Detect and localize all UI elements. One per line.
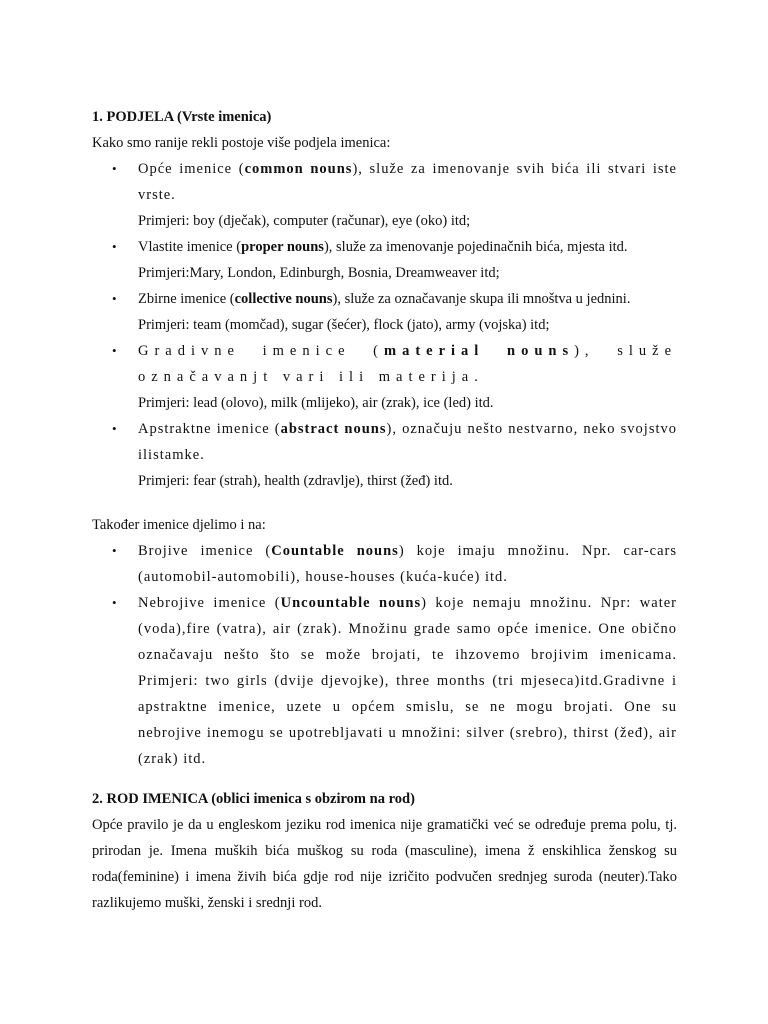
item-post: ) koje nemaju množinu. Npr: water (voda),fire (vatra), air (zrak). Množinu grade samo opće imenice. One obično označavaju nešto što se može brojati, te ihzovemo brojivim imenicama. Primjeri: two girls (dvije djevojke), three months (tri mjeseca)itd.Gradivne i apstraktne imenice, uzete u općem smislu, se ne mogu brojati. One su nebrojive inemogu se upotrebljavati u množini: silver (srebro), thirst (žeđ), air (zrak) itd.	[138, 595, 677, 767]
item-example: Primjeri: lead (olovo), milk (mlijeko), air (zrak), ice (led) itd.	[138, 395, 494, 411]
item-term: common nouns	[244, 161, 353, 177]
section-2-text: Opće pravilo je da u engleskom jeziku rod imenica nije gramatički već se određuje prema polu, tj. prirodan je. Imena muških bića muškog su roda (masculine), imena ž enskihlica ženskog su roda(feminine) i imena živih bića gdje rod nije izričito podvučen srednjeg suroda (neuter).Tako razlikujemo muški, ženski i srednji rod.	[92, 817, 677, 911]
item-pre: Nebrojive imenice (	[138, 595, 281, 611]
list-item	[92, 156, 677, 234]
item-example: Primjeri:Mary, London, Edinburgh, Bosnia, Dreamweaver itd;	[138, 265, 500, 281]
bullet-icon: •	[112, 421, 117, 436]
item-pre: Brojive imenice (	[138, 543, 272, 559]
item-post: ), označuju nešto nestvarno, neko svojstvo ilistamke.	[138, 421, 678, 463]
bullet-icon: •	[112, 543, 117, 558]
bullet-icon: •	[112, 161, 117, 176]
list-item	[92, 286, 677, 338]
item-post: ) koje imaju množinu. Npr. car-cars (automobil-automobili), house-houses (kuća-kuće) itd.	[138, 543, 678, 585]
item-term: Countable nouns	[271, 543, 399, 559]
list-item-text	[138, 286, 677, 312]
item-term: abstract nouns	[280, 421, 387, 437]
item-pre: Vlastite imenice (	[138, 239, 242, 255]
list-item	[92, 416, 677, 494]
item-post: ), služe za imenovanje pojedinačnih bića, mjesta itd.	[323, 239, 628, 255]
item-term: proper nouns	[241, 239, 324, 255]
item-term: Uncountable nouns	[280, 595, 422, 611]
section-2	[92, 790, 677, 916]
list-item	[92, 338, 677, 416]
section-1-intro: Kako smo ranije rekli postoje više podjela imenica:	[92, 135, 391, 151]
bullet-icon: •	[112, 595, 117, 610]
bullet-icon: •	[112, 239, 117, 254]
item-post: ), služe za označavanje skupa ili mnoštva u jednini.	[332, 291, 631, 307]
item-post: ), služe označavanjt vari ili materija.	[138, 343, 678, 385]
noun-types-list	[92, 156, 677, 494]
section-1b-intro: Također imenice djelimo i na:	[92, 517, 266, 533]
spacer	[92, 494, 677, 512]
item-example: Primjeri: team (momčad), sugar (šećer), flock (jato), army (vojska) itd;	[138, 317, 550, 333]
list-item-text	[138, 590, 677, 772]
list-item-text	[138, 234, 677, 260]
list-item	[92, 538, 677, 590]
item-pre: Opće imenice (	[138, 161, 245, 177]
bullet-icon: •	[112, 343, 117, 358]
bullet-icon: •	[112, 291, 117, 306]
countability-list	[92, 538, 677, 772]
item-pre: Apstraktne imenice (	[138, 421, 281, 437]
item-example: Primjeri: boy (dječak), computer (računar), eye (oko) itd;	[138, 213, 471, 229]
list-item-text	[138, 416, 677, 468]
item-pre: Gradivne imenice (	[138, 343, 384, 359]
section-2-heading: 2. ROD IMENICA (oblici imenica s obzirom na rod)	[92, 791, 415, 807]
document-page	[92, 108, 677, 916]
item-post: ), služe za imenovanje svih bića ili stvari iste vrste.	[138, 161, 677, 203]
list-item	[92, 590, 677, 772]
list-item-text	[138, 156, 677, 208]
list-item-text	[138, 338, 677, 390]
list-item	[92, 234, 677, 286]
list-item-text	[138, 538, 677, 590]
item-pre: Zbirne imenice (	[138, 291, 235, 307]
item-term: collective nouns	[234, 291, 333, 307]
item-term: material nouns	[384, 343, 575, 359]
section-1-heading: 1. PODJELA (Vrste imenica)	[92, 109, 272, 125]
item-example: Primjeri: fear (strah), health (zdravlje), thirst (žeđ) itd.	[138, 473, 453, 489]
